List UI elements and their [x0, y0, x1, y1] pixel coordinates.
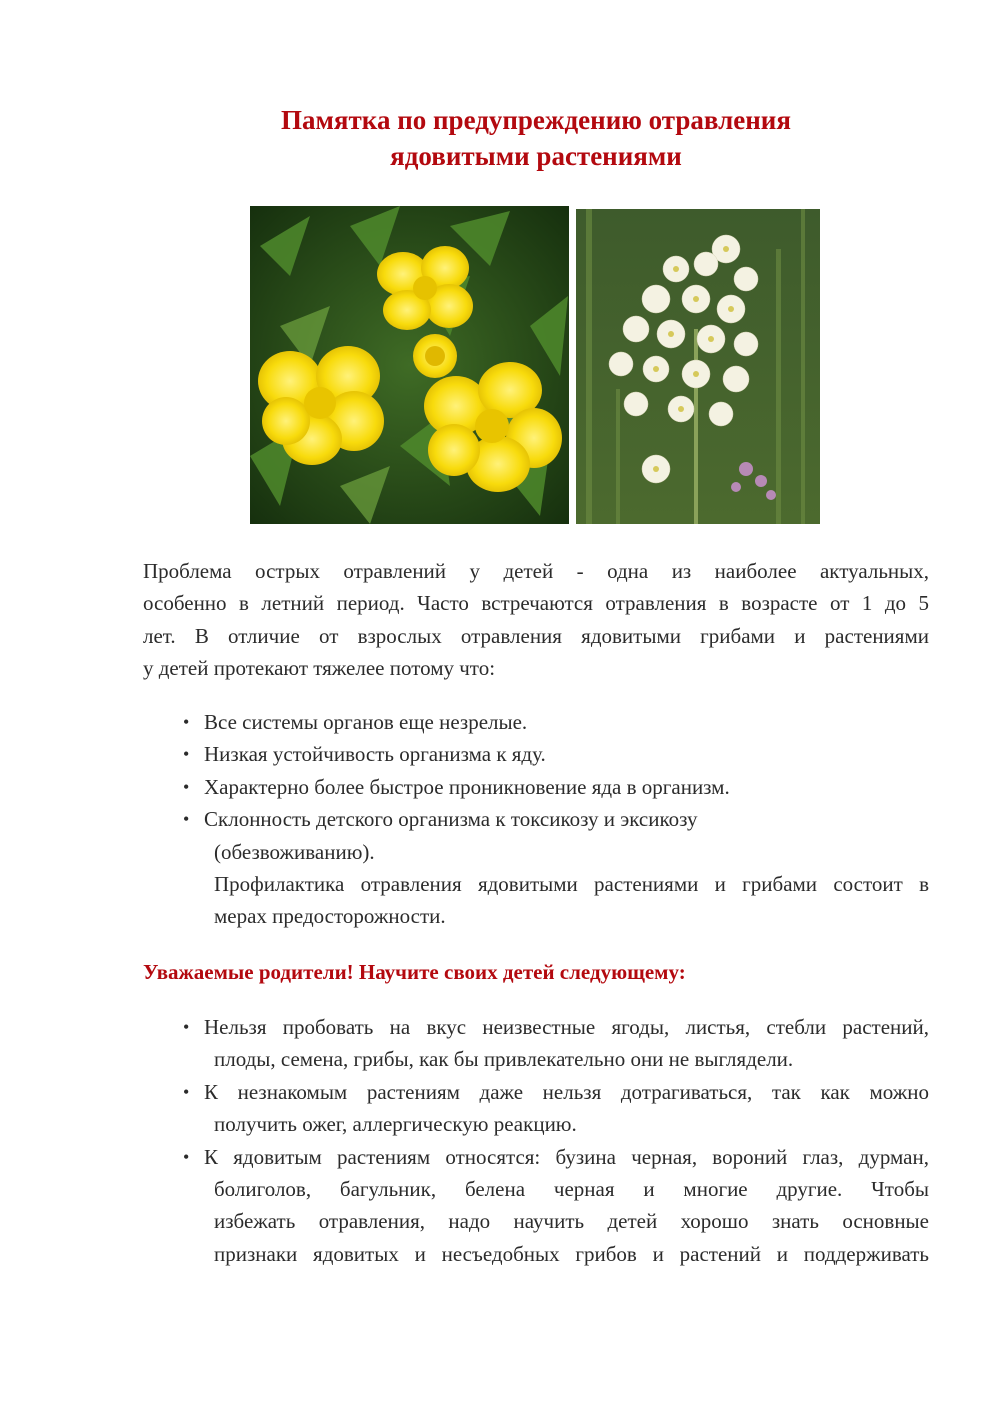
page-title [0, 102, 1000, 174]
bullet-icon: • [183, 712, 190, 732]
list-item [143, 1011, 929, 1076]
list-item-text: Низкая устойчивость организма к яду. [204, 742, 546, 767]
parents-heading: Уважаемые родители! Научите своих детей следующему: [143, 960, 686, 984]
title-line-2: ядовитыми растениями [390, 141, 682, 171]
list-item-text: избежать отравления, надо научить детей хорошо знать основные [214, 1209, 929, 1234]
advice-list [143, 1011, 929, 1270]
list-item-text: получить ожег, аллергическую реакцию. [214, 1112, 577, 1137]
bullet-icon: • [183, 809, 190, 830]
list-item [143, 1076, 929, 1141]
list-item [143, 738, 929, 770]
bullet-icon: • [183, 744, 190, 765]
list-item-text: Склонность детского организма к токсикозу и эксикозу [204, 807, 698, 832]
list-item-text: (обезвоживанию). [214, 839, 375, 864]
list-item-text: мерах предосторожности. [214, 904, 446, 929]
list-item-text: К незнакомым растениям даже нельзя дотрагиваться, так как можно [204, 1079, 929, 1104]
bullet-icon: • [183, 1081, 190, 1102]
intro-line: Проблема острых отравлений у детей - одна из наиболее актуальных, [143, 559, 929, 583]
list-item [143, 803, 929, 933]
list-item-text: Все системы органов еще незрелые. [204, 710, 528, 734]
list-item-text: К ядовитым растениям относятся: бузина черная, вороний глаз, дурман, [204, 1144, 929, 1169]
list-item [143, 1141, 929, 1271]
reasons-list [143, 706, 929, 933]
list-item-text: признаки ядовитых и несъедобных грибов и растений и поддерживать [214, 1241, 929, 1266]
white-flower-photo [576, 209, 820, 524]
list-item [143, 771, 929, 803]
bullet-icon: • [183, 776, 190, 797]
intro-line: лет. В отличие от взрослых отравления ядовитыми грибами и растениями [143, 623, 929, 648]
bullet-icon: • [183, 1017, 190, 1037]
list-item-text: Характерно более быстрое проникновение яда в организм. [204, 774, 730, 799]
title-line-1: Памятка по предупреждению отравления [281, 105, 791, 135]
intro-line: особенно в летний период. Часто встречаются отравления в возрасте от 1 до 5 [143, 591, 929, 616]
list-item [143, 706, 929, 738]
bullet-icon: • [183, 1146, 190, 1167]
list-item-text: Нельзя пробовать на вкус неизвестные ягоды, листья, стебли растений, [204, 1015, 929, 1039]
intro-paragraph [143, 555, 929, 685]
buttercup-photo [250, 206, 569, 524]
list-item-text: плоды, семена, грибы, как бы привлекательно они не выглядели. [214, 1047, 794, 1072]
intro-line: у детей протекают тяжелее потому что: [143, 656, 496, 681]
list-item-text: болиголов, багульник, белена черная и многие другие. Чтобы [214, 1177, 929, 1202]
list-item-text: Профилактика отравления ядовитыми растениями и грибами состоит в [214, 872, 929, 897]
